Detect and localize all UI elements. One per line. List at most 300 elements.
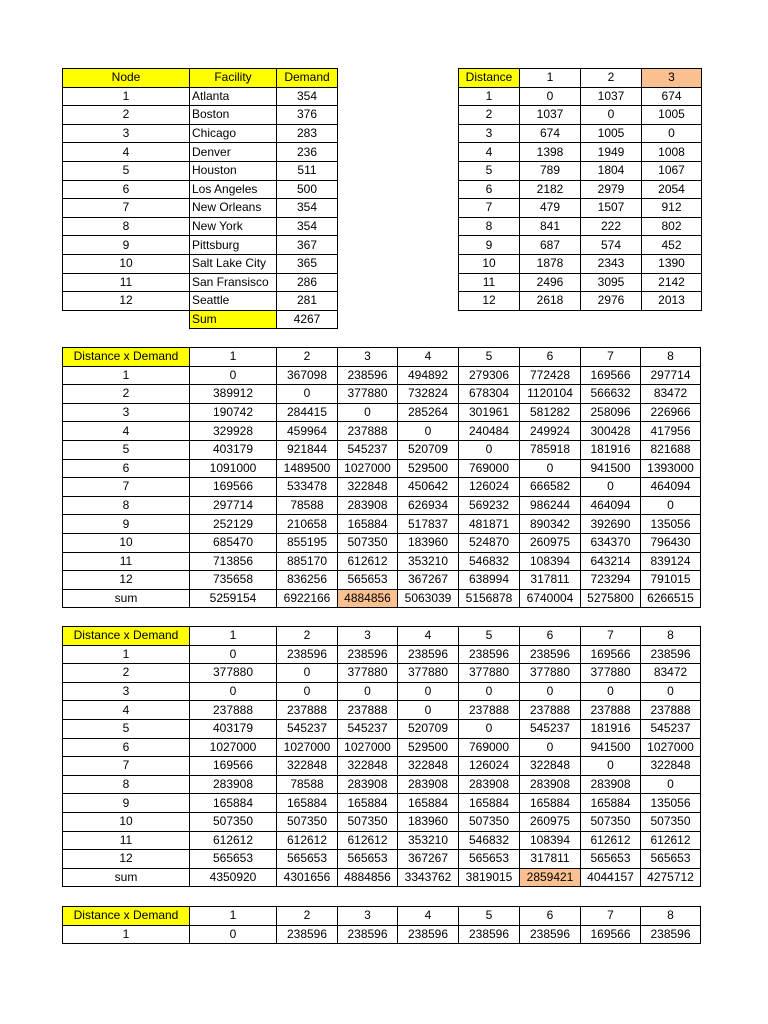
value-cell: 0 [459, 719, 520, 738]
value-cell: 377880 [398, 664, 459, 683]
value-cell: 285264 [398, 403, 459, 422]
value-cell: 165884 [338, 794, 398, 813]
value-cell: 581282 [520, 403, 581, 422]
row-label-cell: 3 [63, 682, 190, 701]
value-cell: 284415 [277, 403, 338, 422]
value-cell: 545237 [520, 719, 581, 738]
value-cell: 481871 [459, 515, 520, 534]
row-label-cell: 6 [63, 459, 190, 478]
table-row [459, 106, 702, 125]
sum-label: sum [63, 589, 190, 608]
demand-cell: 354 [277, 199, 338, 218]
row-label-cell: 1 [63, 366, 190, 385]
value-cell: 135056 [641, 794, 701, 813]
value-cell: 108394 [520, 552, 581, 571]
facility-cell: Houston [190, 161, 277, 180]
sum-value: 6922166 [277, 589, 338, 608]
value-cell: 353210 [398, 831, 459, 850]
row-label-cell: 12 [459, 292, 520, 311]
value-cell: 785918 [520, 440, 581, 459]
sum-value: 4301656 [277, 868, 338, 887]
value-cell: 237888 [520, 701, 581, 720]
row-label-cell: 4 [459, 143, 520, 162]
table-row [63, 925, 701, 944]
node-cell: 4 [63, 143, 190, 162]
column-header: 3 [642, 69, 702, 88]
sum-row [63, 310, 338, 329]
table-row [63, 217, 338, 236]
value-cell: 279306 [459, 366, 520, 385]
row-label-cell: 6 [459, 180, 520, 199]
distance-cell: 1067 [642, 161, 702, 180]
column-header: 1 [190, 907, 277, 926]
value-cell: 165884 [277, 794, 338, 813]
value-cell: 165884 [520, 794, 581, 813]
value-cell: 377880 [581, 664, 641, 683]
table-row [459, 161, 702, 180]
row-label-cell: 9 [459, 236, 520, 255]
value-cell: 0 [338, 682, 398, 701]
table-row [63, 775, 701, 794]
value-cell: 507350 [338, 812, 398, 831]
value-cell: 638994 [459, 571, 520, 590]
table-row [63, 515, 701, 534]
value-cell: 329928 [190, 422, 277, 441]
value-cell: 821688 [641, 440, 701, 459]
table-row [63, 236, 338, 255]
distance-cell: 2054 [642, 180, 702, 199]
distance-cell: 674 [642, 87, 702, 106]
value-cell: 885170 [277, 552, 338, 571]
table-row [63, 478, 701, 497]
table-row [459, 180, 702, 199]
row-label-cell: 3 [459, 124, 520, 143]
value-cell: 353210 [398, 552, 459, 571]
value-cell: 565653 [459, 850, 520, 869]
value-cell: 392690 [581, 515, 641, 534]
value-cell: 0 [459, 440, 520, 459]
value-cell: 529500 [398, 459, 459, 478]
column-header: 2 [581, 69, 642, 88]
table-row [63, 664, 701, 683]
value-cell: 165884 [190, 794, 277, 813]
facility-cell: Los Angeles [190, 180, 277, 199]
row-label-cell: 11 [459, 273, 520, 292]
column-header: 6 [520, 627, 581, 646]
value-cell: 83472 [641, 664, 701, 683]
value-cell: 237888 [190, 701, 277, 720]
node-cell: 11 [63, 273, 190, 292]
value-cell: 941500 [581, 738, 641, 757]
row-label-cell: 5 [63, 719, 190, 738]
value-cell: 403179 [190, 440, 277, 459]
row-label-cell: 7 [459, 199, 520, 218]
value-cell: 301961 [459, 403, 520, 422]
node-cell: 6 [63, 180, 190, 199]
distance-cell: 2142 [642, 273, 702, 292]
facility-cell: Seattle [190, 292, 277, 311]
value-cell: 507350 [190, 812, 277, 831]
value-cell: 791015 [641, 571, 701, 590]
value-cell: 0 [520, 738, 581, 757]
distance-cell: 0 [581, 106, 642, 125]
node-cell: 5 [63, 161, 190, 180]
value-cell: 297714 [641, 366, 701, 385]
column-header: Distance x Demand [63, 627, 190, 646]
value-cell: 796430 [641, 533, 701, 552]
value-cell: 417956 [641, 422, 701, 441]
value-cell: 713856 [190, 552, 277, 571]
row-label-cell: 1 [63, 925, 190, 944]
value-cell: 507350 [277, 812, 338, 831]
value-cell: 322848 [641, 757, 701, 776]
distance-demand-table-3 [62, 906, 701, 944]
value-cell: 0 [190, 366, 277, 385]
demand-cell: 283 [277, 124, 338, 143]
value-cell: 612612 [338, 831, 398, 850]
table-row [459, 199, 702, 218]
header-row [63, 907, 701, 926]
value-cell: 403179 [190, 719, 277, 738]
row-label-cell: 2 [459, 106, 520, 125]
distance-demand-table-2 [62, 626, 701, 887]
distance-table [458, 68, 702, 311]
value-cell: 839124 [641, 552, 701, 571]
value-cell: 921844 [277, 440, 338, 459]
value-cell: 0 [520, 682, 581, 701]
distance-cell: 1037 [581, 87, 642, 106]
column-header: Distance x Demand [63, 907, 190, 926]
table-row [63, 143, 338, 162]
distance-cell: 2618 [520, 292, 581, 311]
value-cell: 237888 [459, 701, 520, 720]
distance-demand-table-1 [62, 347, 701, 608]
value-cell: 678304 [459, 385, 520, 404]
value-cell: 546832 [459, 831, 520, 850]
facility-cell: New York [190, 217, 277, 236]
row-label-cell: 7 [63, 757, 190, 776]
column-header: 6 [520, 348, 581, 367]
sum-value: 3343762 [398, 868, 459, 887]
facility-cell: San Fransisco [190, 273, 277, 292]
facility-cell: Pittsburg [190, 236, 277, 255]
column-header: 4 [398, 627, 459, 646]
sum-value: 4267 [277, 310, 338, 329]
value-cell: 238596 [338, 645, 398, 664]
value-cell: 836256 [277, 571, 338, 590]
sum-value: 6266515 [641, 589, 701, 608]
value-cell: 283908 [398, 775, 459, 794]
table-row [459, 217, 702, 236]
table-row [63, 124, 338, 143]
distance-cell: 841 [520, 217, 581, 236]
table-row [63, 757, 701, 776]
facility-cell: New Orleans [190, 199, 277, 218]
node-cell: 8 [63, 217, 190, 236]
table-row [63, 403, 701, 422]
value-cell: 1489500 [277, 459, 338, 478]
value-cell: 507350 [581, 812, 641, 831]
value-cell: 507350 [338, 533, 398, 552]
table-row [459, 254, 702, 273]
value-cell: 626934 [398, 496, 459, 515]
table-row [63, 719, 701, 738]
value-cell: 260975 [520, 812, 581, 831]
column-header: 4 [398, 907, 459, 926]
table-row [63, 87, 338, 106]
sum-label: Sum [190, 310, 277, 329]
value-cell: 769000 [459, 738, 520, 757]
node-cell: 12 [63, 292, 190, 311]
distance-cell: 1507 [581, 199, 642, 218]
value-cell: 283908 [581, 775, 641, 794]
table-row [63, 533, 701, 552]
distance-cell: 2976 [581, 292, 642, 311]
row-label-cell: 1 [63, 645, 190, 664]
distance-cell: 222 [581, 217, 642, 236]
value-cell: 0 [277, 385, 338, 404]
table-row [459, 236, 702, 255]
value-cell: 377880 [459, 664, 520, 683]
demand-cell: 376 [277, 106, 338, 125]
value-cell: 260975 [520, 533, 581, 552]
value-cell: 190742 [190, 403, 277, 422]
value-cell: 377880 [338, 385, 398, 404]
header-row [63, 627, 701, 646]
value-cell: 322848 [520, 757, 581, 776]
distance-cell: 574 [581, 236, 642, 255]
table-row [459, 273, 702, 292]
distance-cell: 1005 [581, 124, 642, 143]
value-cell: 238596 [338, 366, 398, 385]
table-row [63, 645, 701, 664]
value-cell: 237888 [277, 701, 338, 720]
value-cell: 238596 [277, 925, 338, 944]
value-cell: 317811 [520, 850, 581, 869]
distance-cell: 452 [642, 236, 702, 255]
value-cell: 507350 [641, 812, 701, 831]
sum-value: 2859421 [520, 868, 581, 887]
distance-cell: 687 [520, 236, 581, 255]
demand-cell: 511 [277, 161, 338, 180]
row-label-cell: 2 [63, 385, 190, 404]
value-cell: 317811 [520, 571, 581, 590]
value-cell: 545237 [277, 719, 338, 738]
value-cell: 612612 [581, 831, 641, 850]
value-cell: 367098 [277, 366, 338, 385]
value-cell: 237888 [338, 701, 398, 720]
sum-value: 6740004 [520, 589, 581, 608]
table-row [63, 161, 338, 180]
value-cell: 322848 [338, 757, 398, 776]
table-row [63, 385, 701, 404]
value-cell: 238596 [338, 925, 398, 944]
distance-cell: 1005 [642, 106, 702, 125]
sum-value: 5156878 [459, 589, 520, 608]
value-cell: 941500 [581, 459, 641, 478]
table-row [63, 180, 338, 199]
table-row [63, 682, 701, 701]
node-cell: 7 [63, 199, 190, 218]
value-cell: 377880 [520, 664, 581, 683]
value-cell: 1027000 [190, 738, 277, 757]
value-cell: 0 [581, 478, 641, 497]
table-row [63, 701, 701, 720]
table-row [63, 199, 338, 218]
value-cell: 169566 [190, 478, 277, 497]
value-cell: 450642 [398, 478, 459, 497]
distance-cell: 1804 [581, 161, 642, 180]
column-header: Distance x Demand [63, 348, 190, 367]
value-cell: 464094 [581, 496, 641, 515]
distance-cell: 2496 [520, 273, 581, 292]
value-cell: 1091000 [190, 459, 277, 478]
row-label-cell: 3 [63, 403, 190, 422]
value-cell: 529500 [398, 738, 459, 757]
column-header: 3 [338, 627, 398, 646]
value-cell: 108394 [520, 831, 581, 850]
table-row [63, 366, 701, 385]
value-cell: 565653 [277, 850, 338, 869]
row-label-cell: 5 [63, 440, 190, 459]
distance-cell: 1398 [520, 143, 581, 162]
row-label-cell: 9 [63, 794, 190, 813]
value-cell: 1027000 [338, 738, 398, 757]
value-cell: 237888 [338, 422, 398, 441]
distance-cell: 1390 [642, 254, 702, 273]
value-cell: 1027000 [641, 738, 701, 757]
empty-cell [63, 310, 190, 329]
value-cell: 546832 [459, 552, 520, 571]
table-row [63, 273, 338, 292]
distance-cell: 1878 [520, 254, 581, 273]
facility-cell: Denver [190, 143, 277, 162]
column-header: 8 [641, 627, 701, 646]
value-cell: 569232 [459, 496, 520, 515]
column-header: 5 [459, 907, 520, 926]
demand-cell: 365 [277, 254, 338, 273]
row-label-cell: 10 [459, 254, 520, 273]
value-cell: 986244 [520, 496, 581, 515]
value-cell: 520709 [398, 719, 459, 738]
value-cell: 238596 [398, 925, 459, 944]
value-cell: 507350 [459, 812, 520, 831]
value-cell: 0 [641, 496, 701, 515]
distance-cell: 674 [520, 124, 581, 143]
value-cell: 181916 [581, 440, 641, 459]
value-cell: 249924 [520, 422, 581, 441]
value-cell: 565653 [338, 571, 398, 590]
value-cell: 238596 [277, 645, 338, 664]
distance-cell: 2343 [581, 254, 642, 273]
value-cell: 258096 [581, 403, 641, 422]
value-cell: 0 [398, 701, 459, 720]
facility-cell: Salt Lake City [190, 254, 277, 273]
node-cell: 2 [63, 106, 190, 125]
distance-cell: 1949 [581, 143, 642, 162]
table-row [63, 571, 701, 590]
column-header: 1 [190, 348, 277, 367]
value-cell: 238596 [641, 645, 701, 664]
value-cell: 389912 [190, 385, 277, 404]
column-header: 7 [581, 348, 641, 367]
row-label-cell: 11 [63, 552, 190, 571]
table-row [459, 87, 702, 106]
value-cell: 494892 [398, 366, 459, 385]
node-cell: 1 [63, 87, 190, 106]
value-cell: 0 [581, 757, 641, 776]
table-row [63, 738, 701, 757]
value-cell: 283908 [459, 775, 520, 794]
distance-cell: 3095 [581, 273, 642, 292]
value-cell: 0 [190, 682, 277, 701]
header-row [63, 69, 338, 88]
value-cell: 297714 [190, 496, 277, 515]
sum-row [63, 868, 701, 887]
column-header: 7 [581, 627, 641, 646]
facility-cell: Boston [190, 106, 277, 125]
table-row [63, 254, 338, 273]
value-cell: 643214 [581, 552, 641, 571]
value-cell: 772428 [520, 366, 581, 385]
value-cell: 0 [277, 664, 338, 683]
value-cell: 283908 [338, 775, 398, 794]
value-cell: 0 [277, 682, 338, 701]
column-header: Node [63, 69, 190, 88]
value-cell: 1027000 [338, 459, 398, 478]
demand-cell: 286 [277, 273, 338, 292]
value-cell: 322848 [398, 757, 459, 776]
value-cell: 238596 [520, 645, 581, 664]
value-cell: 126024 [459, 478, 520, 497]
value-cell: 565653 [641, 850, 701, 869]
value-cell: 226966 [641, 403, 701, 422]
row-label-cell: 7 [63, 478, 190, 497]
value-cell: 666582 [520, 478, 581, 497]
value-cell: 634370 [581, 533, 641, 552]
demand-cell: 281 [277, 292, 338, 311]
value-cell: 183960 [398, 812, 459, 831]
header-row [459, 69, 702, 88]
value-cell: 165884 [459, 794, 520, 813]
sum-value: 4044157 [581, 868, 641, 887]
value-cell: 1027000 [277, 738, 338, 757]
column-header: Distance [459, 69, 520, 88]
column-header: Facility [190, 69, 277, 88]
value-cell: 0 [641, 775, 701, 794]
facility-cell: Atlanta [190, 87, 277, 106]
value-cell: 181916 [581, 719, 641, 738]
table-row [63, 496, 701, 515]
demand-cell: 354 [277, 217, 338, 236]
value-cell: 565653 [338, 850, 398, 869]
row-label-cell: 12 [63, 571, 190, 590]
demand-cell: 500 [277, 180, 338, 199]
value-cell: 367267 [398, 571, 459, 590]
table-row [63, 552, 701, 571]
distance-cell: 1037 [520, 106, 581, 125]
value-cell: 566632 [581, 385, 641, 404]
facility-cell: Chicago [190, 124, 277, 143]
value-cell: 283908 [520, 775, 581, 794]
value-cell: 322848 [277, 757, 338, 776]
value-cell: 165884 [338, 515, 398, 534]
value-cell: 545237 [641, 719, 701, 738]
value-cell: 169566 [581, 366, 641, 385]
distance-cell: 789 [520, 161, 581, 180]
sum-value: 4350920 [190, 868, 277, 887]
column-header: 5 [459, 348, 520, 367]
